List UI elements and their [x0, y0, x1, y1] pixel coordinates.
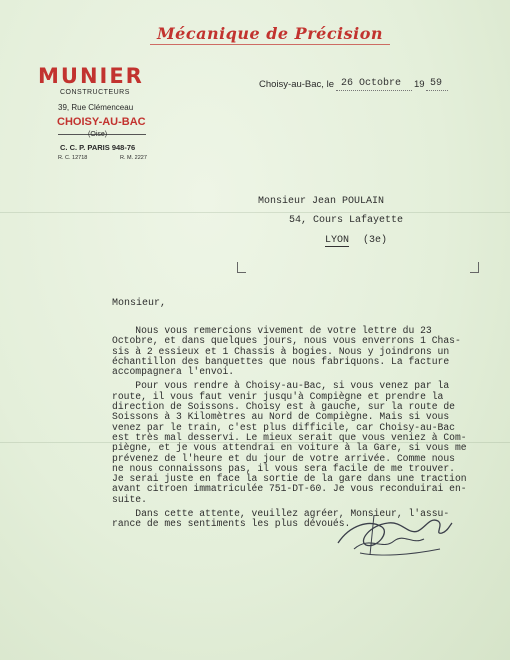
recipient-city-underline: [325, 246, 349, 247]
letter-line: est très mal desservi. Le mieux serait que vous veniez à Com-: [112, 431, 467, 443]
recipient-street: 54, Cours Lafayette: [289, 215, 404, 226]
letter-line: direction de Soissons. Choisy est à gauche, sur la route de: [112, 401, 455, 413]
letter-line: route, il vous faut venir jusqu'à Compiègne et prendre la: [112, 390, 444, 402]
tagline-underline: [150, 44, 390, 45]
company-name: MUNIER: [38, 64, 144, 88]
company-ccp: C. C. P. PARIS 948-76: [60, 143, 136, 152]
date-day-month: 26 Octobre: [341, 78, 402, 89]
letter-line: Nous vous remercions vivement de votre lettre du 23: [112, 325, 432, 336]
letter-line: suite.: [112, 493, 147, 505]
company-rm: R. M. 2227: [120, 155, 147, 161]
company-rc: R. C. 12718: [58, 155, 88, 161]
date-dotted-line: [336, 90, 412, 92]
letter-line: Je serai juste en face la sortie de la gare dans une traction: [112, 473, 467, 485]
letter-line: Dans cette attente, veuillez agréer, Monsieur, l'assu-: [112, 508, 450, 520]
letter-line: Soissons à 3 Kilomètres au Nord de Compiègne. Mais si vous: [112, 411, 450, 423]
letter-line: échantillon des banquettes que nous fabriquons. La facture: [112, 355, 450, 367]
paper-fold-line: [0, 212, 510, 213]
letter-line: ne nous connaissons pas, il vous sera facile de me trouver.: [112, 462, 455, 474]
company-city: CHOISY-AU-BAC: [57, 116, 146, 128]
company-subtitle: CONSTRUCTEURS: [60, 89, 130, 96]
letter-line: Pour vous rendre à Choisy-au-Bac, si vous venez par la: [112, 380, 450, 392]
letter-line: piègne, et je vous attendrai en voiture à la Gare, si vous me: [112, 442, 467, 454]
letter-line: rance de mes sentiments les plus dévoués.: [112, 518, 351, 530]
letter-line: venez par le train, c'est plus difficile, car Choisy-au-Bac: [112, 421, 455, 433]
company-street: 39, Rue Clémenceau: [58, 103, 134, 112]
letterhead-tagline: Mécanique de Précision: [156, 24, 384, 43]
window-corner-mark-left: [237, 262, 246, 273]
letter-line: prévenez de l'heure et du jour de votre arrivée. Comme nous: [112, 452, 455, 464]
date-year-prefix: 19: [414, 79, 425, 90]
company-department: (Oise): [88, 131, 108, 138]
recipient-city: LYON: [325, 235, 350, 246]
letter-line: Octobre, et dans quelques jours, nous vous enverrons 1 Chas-: [112, 335, 461, 347]
letter-line: avant citroen immatriculée 751-DT-60. Je vous reconduirai en-: [112, 483, 467, 495]
salutation: Monsieur,: [112, 298, 167, 309]
letter-body: [112, 326, 492, 530]
recipient-name: Monsieur Jean POULAIN: [258, 196, 385, 207]
date-year-dotted-line: [426, 90, 448, 92]
date-place: Choisy-au-Bac, le: [259, 79, 334, 90]
letter-line: accompagnera l'envoi.: [112, 366, 235, 378]
recipient-arrondissement: (3e): [363, 235, 388, 246]
window-corner-mark-right: [470, 262, 479, 273]
letter-line: sis à 2 essieux et 1 Chassis à bogies. Nous y joindrons un: [112, 345, 450, 357]
date-year-suffix: 59: [430, 78, 443, 89]
handwritten-signature: [330, 505, 455, 565]
